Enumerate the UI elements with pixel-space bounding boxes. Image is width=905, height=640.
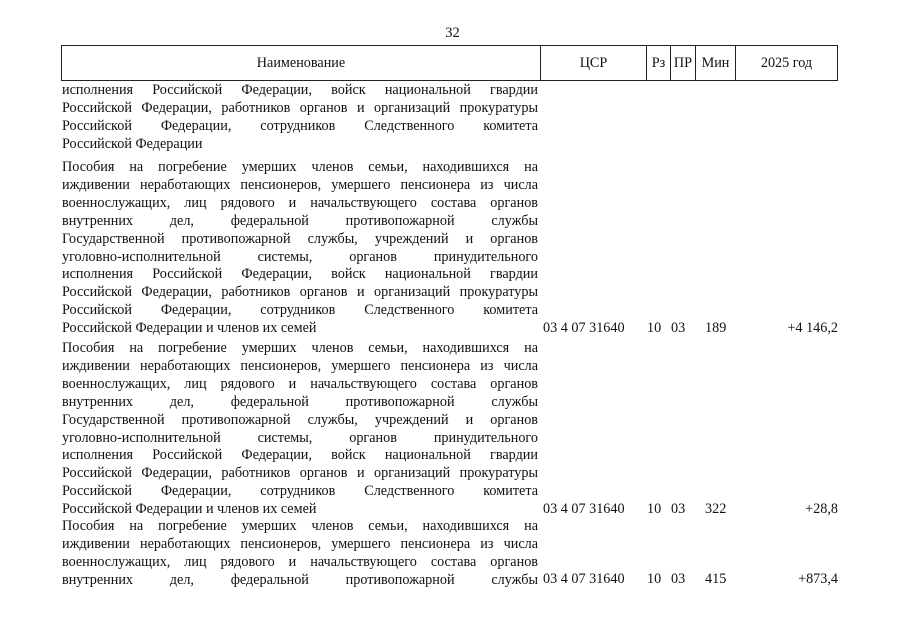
header-name: Наименование bbox=[256, 54, 346, 71]
description-line: иждивении неработающих пенсионеров, умершего пенсионера из числа bbox=[62, 357, 538, 374]
description-line: Государственной противопожарной службы, учреждений и органов bbox=[62, 230, 538, 247]
description-line: Российской Федерации, сотрудников Следственного комитета bbox=[62, 117, 538, 134]
row-description bbox=[62, 159, 538, 338]
description-line: Государственной противопожарной службы, учреждений и органов bbox=[62, 411, 538, 428]
row-description bbox=[62, 518, 538, 590]
description-line: Российской Федерации и членов их семей bbox=[62, 320, 317, 337]
description-line: исполнения Российской Федерации, войск национальной гвардии bbox=[62, 266, 538, 283]
row-amount: +4 146,2 bbox=[787, 320, 838, 336]
row-rz: 10 bbox=[647, 501, 662, 517]
row-rz: 10 bbox=[647, 571, 662, 587]
row-min: 189 bbox=[705, 320, 727, 336]
row-pr: 03 bbox=[671, 320, 686, 336]
row-description bbox=[62, 82, 538, 154]
description-line: внутренних дел, федеральной противопожарной службы bbox=[62, 571, 538, 588]
page-number: 32 bbox=[445, 25, 460, 41]
table-header bbox=[61, 45, 838, 81]
header-pr: ПР bbox=[670, 46, 695, 80]
description-line: Российской Федерации bbox=[62, 135, 203, 152]
row-amount: +873,4 bbox=[798, 571, 838, 587]
description-line: военнослужащих, лиц рядового и начальствующего состава органов bbox=[62, 375, 538, 392]
row-amount: +28,8 bbox=[805, 501, 838, 517]
row-description bbox=[62, 340, 538, 519]
header-year: 2025 год bbox=[735, 46, 837, 80]
header-min: Мин bbox=[695, 46, 735, 80]
description-line: Пособия на погребение умерших членов семьи, находившихся на bbox=[62, 159, 538, 175]
row-rz: 10 bbox=[647, 320, 662, 336]
row-pr: 03 bbox=[671, 501, 686, 517]
row-min: 415 bbox=[705, 571, 727, 587]
description-line: внутренних дел, федеральной противопожарной службы bbox=[62, 212, 538, 229]
description-line: внутренних дел, федеральной противопожарной службы bbox=[62, 393, 538, 410]
row-pr: 03 bbox=[671, 571, 686, 587]
description-line: Российской Федерации, сотрудников Следственного комитета bbox=[62, 483, 538, 500]
row-csr: 03 4 07 31640 bbox=[543, 501, 625, 517]
header-rz: Рз bbox=[646, 46, 670, 80]
description-line: иждивении неработающих пенсионеров, умершего пенсионера из числа bbox=[62, 176, 538, 193]
description-line: военнослужащих, лиц рядового и начальствующего состава органов bbox=[62, 553, 538, 570]
row-csr: 03 4 07 31640 bbox=[543, 571, 625, 587]
description-line: Российской Федерации, работников органов и организаций прокуратуры bbox=[62, 465, 538, 482]
description-line: Российской Федерации и членов их семей bbox=[62, 501, 317, 518]
description-line: военнослужащих, лиц рядового и начальствующего состава органов bbox=[62, 194, 538, 211]
description-line: Российской Федерации, работников органов и организаций прокуратуры bbox=[62, 99, 538, 116]
description-line: исполнения Российской Федерации, войск национальной гвардии bbox=[62, 82, 538, 98]
description-line: уголовно-исполнительной системы, органов принудительного bbox=[62, 429, 538, 446]
header-csr: ЦСР bbox=[540, 46, 646, 80]
description-line: Российской Федерации, сотрудников Следственного комитета bbox=[62, 302, 538, 319]
row-min: 322 bbox=[705, 501, 727, 517]
description-line: исполнения Российской Федерации, войск национальной гвардии bbox=[62, 447, 538, 464]
description-line: иждивении неработающих пенсионеров, умершего пенсионера из числа bbox=[62, 535, 538, 552]
row-csr: 03 4 07 31640 bbox=[543, 320, 625, 336]
description-line: уголовно-исполнительной системы, органов принудительного bbox=[62, 248, 538, 265]
description-line: Российской Федерации, работников органов и организаций прокуратуры bbox=[62, 284, 538, 301]
description-line: Пособия на погребение умерших членов семьи, находившихся на bbox=[62, 518, 538, 534]
description-line: Пособия на погребение умерших членов семьи, находившихся на bbox=[62, 340, 538, 356]
